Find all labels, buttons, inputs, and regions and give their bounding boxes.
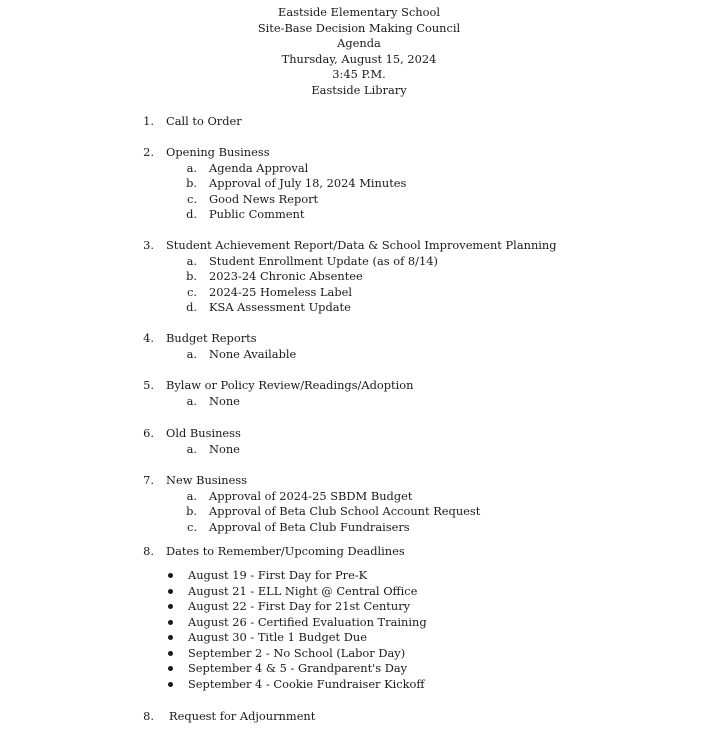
sub-item-text: Agenda Approval (209, 160, 309, 175)
agenda-item-number: 2. (143, 145, 154, 159)
agenda-item-title: Dates to Remember/Upcoming Deadlines (166, 544, 405, 558)
council-name: Site-Base Decision Making Council (257, 20, 461, 35)
meeting-location: Eastside Library (311, 82, 407, 97)
sub-item-text: KSA Assessment Update (209, 300, 351, 314)
sub-item-text: Approval of Beta Club Fundraisers (209, 519, 410, 534)
sub-item-text: None Available (209, 346, 297, 361)
agenda-item-title: Opening Business (166, 145, 270, 159)
date-item: August 22 - First Day for 21st Century (188, 599, 411, 613)
sub-item-text: Approval of Beta Club School Account Request (209, 504, 481, 518)
sub-item-text: Approval of 2024-25 SBDM Budget (209, 488, 413, 503)
agenda-item-title: Bylaw or Policy Review/Readings/Adoption (166, 378, 414, 392)
agenda-item-title: Student Achievement Report/Data & School Improvement Planning (166, 238, 557, 252)
bullet-icon (168, 604, 173, 609)
date-item: August 21 - ELL Night @ Central Office (188, 583, 418, 598)
sub-item-letter: a. (186, 393, 197, 408)
agenda-item-title: Request for Adjournment (169, 709, 316, 723)
date-item: September 4 - Cookie Fundraiser Kickoff (188, 676, 425, 691)
sub-item-letter: c. (186, 519, 197, 534)
agenda-item-title: Old Business (166, 426, 241, 440)
sub-item-letter: c. (186, 191, 197, 206)
sub-item-text: 2023-24 Chronic Absentee (209, 269, 363, 283)
agenda-item-number: 5. (143, 378, 154, 392)
meeting-time: 3:45 P.M. (332, 67, 386, 81)
bullet-icon (168, 573, 173, 578)
agenda-header (0, 5, 718, 98)
bullet-icon (168, 620, 173, 625)
sub-item-letter: a. (186, 441, 197, 456)
date-item: August 26 - Certified Evaluation Training (188, 614, 427, 629)
agenda-item-number: 7. (143, 473, 154, 487)
sub-item-letter: d. (186, 207, 197, 221)
agenda-item-number: 6. (143, 426, 154, 440)
agenda-item-title: Call to Order (166, 114, 242, 128)
agenda-item-number: 4. (143, 331, 154, 345)
agenda-item-number: 8. (143, 709, 154, 723)
sub-item-text: None (209, 393, 240, 408)
sub-item-letter: a. (186, 253, 197, 268)
sub-item-text: Student Enrollment Update (as of 8/14) (209, 253, 438, 268)
agenda-item-title: New Business (166, 473, 248, 487)
bullet-icon (168, 589, 173, 594)
document-type: Agenda (337, 36, 381, 50)
date-item: September 4 & 5 - Grandparent's Day (188, 661, 408, 675)
sub-item-letter: a. (186, 488, 197, 503)
agenda-item-number: 8. (143, 544, 154, 558)
date-item: August 30 - Title 1 Budget Due (188, 630, 367, 644)
bullet-icon (168, 635, 173, 640)
date-item: August 19 - First Day for Pre-K (188, 568, 368, 582)
agenda-item-number: 1. (143, 114, 154, 128)
sub-item-letter: a. (186, 160, 197, 175)
sub-item-letter: c. (186, 284, 197, 299)
sub-item-text: Approval of July 18, 2024 Minutes (209, 176, 407, 190)
date-item: September 2 - No School (Labor Day) (188, 645, 406, 660)
sub-item-text: Good News Report (209, 191, 319, 206)
bullet-icon (168, 666, 173, 671)
bullet-icon (168, 651, 173, 656)
school-name: Eastside Elementary School (278, 5, 440, 19)
agenda-item-title: Budget Reports (166, 331, 257, 345)
sub-item-letter: d. (186, 300, 197, 314)
sub-item-letter: b. (186, 176, 197, 190)
sub-item-text: None (209, 441, 240, 456)
meeting-date: Thursday, August 15, 2024 (281, 51, 437, 66)
sub-item-letter: a. (186, 346, 197, 361)
bullet-icon (168, 682, 173, 687)
sub-item-text: 2024-25 Homeless Label (209, 284, 353, 299)
sub-item-letter: b. (186, 504, 197, 518)
sub-item-text: Public Comment (209, 207, 305, 221)
sub-item-letter: b. (186, 269, 197, 283)
agenda-item-number: 3. (143, 238, 154, 252)
